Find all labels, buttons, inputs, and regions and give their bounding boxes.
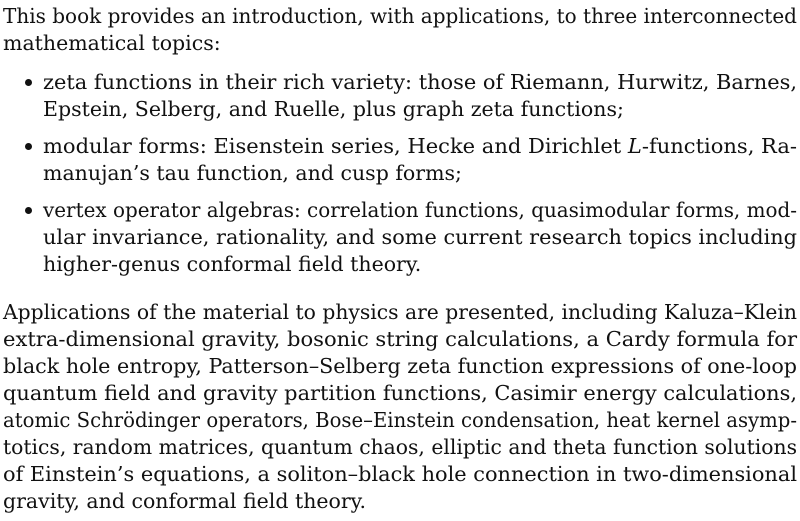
applications-line-2: extra-dimensional gravity, bosonic string calculations, a Cardy formula for bbox=[3, 327, 797, 351]
applications-line-6: totics, random matrices, quantum chaos, elliptic and theta function solutions bbox=[3, 435, 797, 459]
bullet-2-line-1 bbox=[43, 134, 797, 158]
applications-line-8: gravity, and conformal field theory. bbox=[3, 489, 367, 513]
bullet-point-icon bbox=[25, 207, 32, 214]
applications-line-1: Applications of the material to physics are presented, including Kaluza–Klein bbox=[3, 300, 797, 324]
applications-line-3: black hole entropy, Patterson–Selberg zeta function expressions of one-loop bbox=[3, 354, 797, 378]
bullet-2-line-1-tail: -functions, Ra- bbox=[641, 134, 797, 158]
bullet-point-icon bbox=[25, 79, 32, 86]
bullet-1-line-1: zeta functions in their rich variety: those of Riemann, Hurwitz, Barnes, bbox=[43, 70, 797, 94]
bullet-1-line-2: Epstein, Selberg, and Ruelle, plus graph zeta functions; bbox=[43, 97, 624, 121]
bullet-3-line-1: vertex operator algebras: correlation functions, quasimodular forms, mod- bbox=[43, 198, 797, 222]
l-function-symbol: L bbox=[627, 134, 642, 158]
bullet-3-line-2: ular invariance, rationality, and some current research topics including bbox=[43, 225, 797, 249]
intro-line-1: This book provides an introduction, with applications, to three interconnected bbox=[3, 4, 797, 28]
applications-line-7: of Einstein’s equations, a soliton–black hole connection in two-dimensional bbox=[3, 462, 797, 486]
bullet-point-icon bbox=[25, 143, 32, 150]
bullet-3-line-3: higher-genus conformal field theory. bbox=[43, 252, 422, 276]
bullet-2-line-1-text: modular forms: Eisenstein series, Hecke and Dirichlet bbox=[43, 134, 628, 158]
applications-line-4: quantum field and gravity partition functions, Casimir energy calculations, bbox=[3, 381, 798, 405]
bullet-2-line-2: manujan’s tau function, and cusp forms; bbox=[43, 161, 462, 185]
applications-line-5: atomic Schrödinger operators, Bose–Einstein condensation, heat kernel asymp- bbox=[3, 408, 797, 432]
intro-line-2: mathematical topics: bbox=[3, 31, 221, 55]
